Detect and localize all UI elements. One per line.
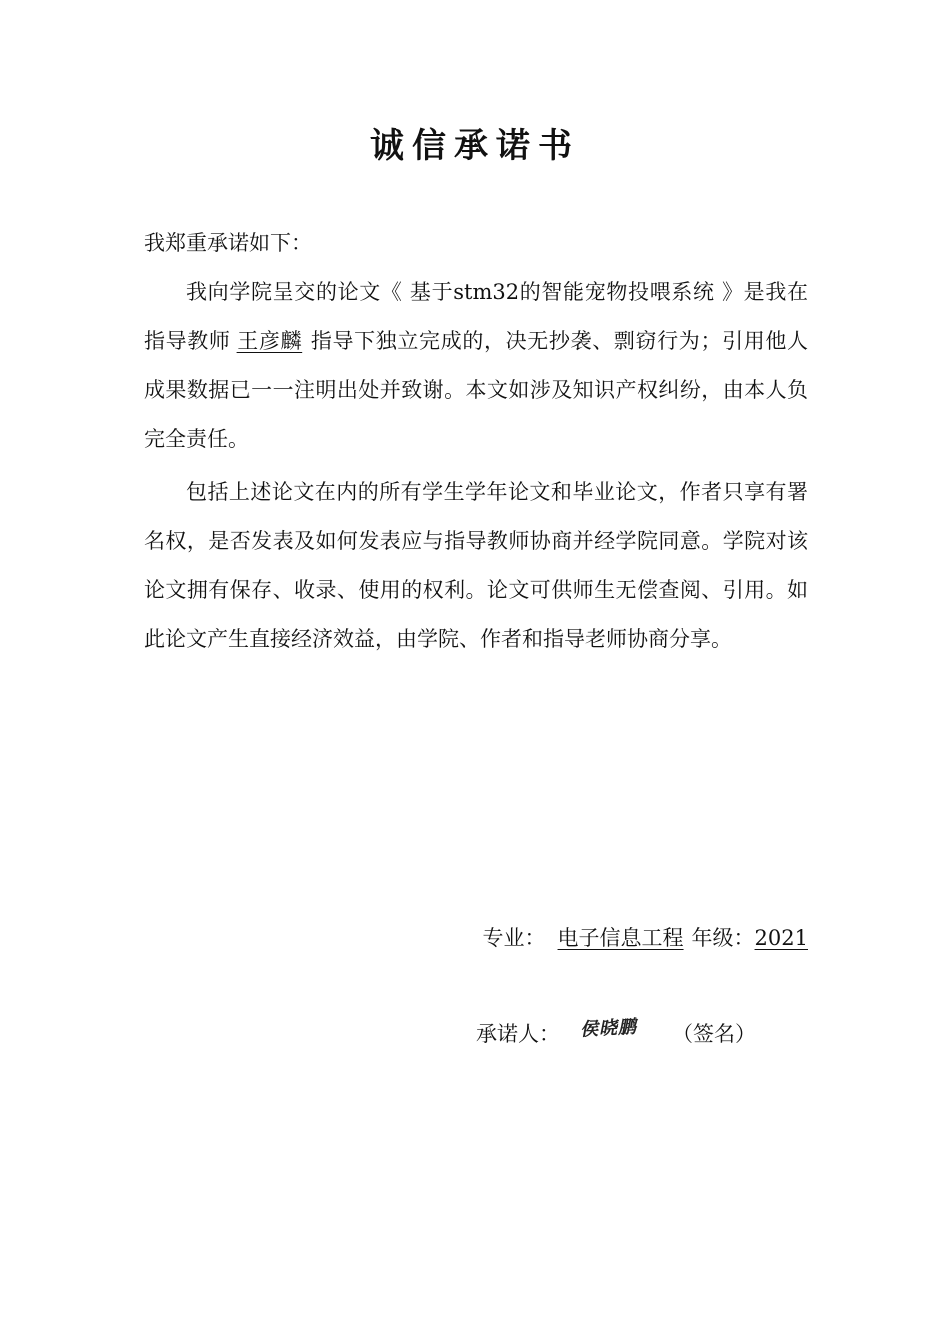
grade-label: 年级： [691,926,755,950]
para1-prefix: 我向学院呈交的论文《 [186,280,410,304]
signer-label: 承诺人： [476,1022,560,1046]
page-title: 诚信承诺书 [370,126,580,166]
pledge-paragraph-2-text: 包括上述论文在内的所有学生学年论文和毕业论文，作者只享有署名权，是否发表及如何发表应与指导教师协商并经学院同意。学院对该论文拥有保存、收录、使用的权利。论文可供师生无偿查阅、引用。如此论文产生直接经济效益，由学院、作者和指导老师协商分享。 [144,480,808,651]
major-label: 专业： [482,926,546,950]
para1-mid: 》是我在指导教师 [144,280,808,353]
major-value: 电子信息工程 [557,926,684,950]
advisor-name-field [231,329,311,353]
pledge-paragraph-1-text [144,268,808,464]
advisor-name: 王彦麟 [236,329,303,353]
opening-line: 我郑重承诺如下： [144,231,312,255]
thesis-title: 基于stm32的智能宠物投喂系统 [409,280,715,304]
handwritten-signature: 侯晓鹏 [579,1016,638,1041]
signature-note: （签名） [672,1022,756,1046]
pledge-paragraph-2 [144,468,808,664]
para1-suffix: 指导下独立完成的，决无抄袭、剽窃行为；引用他人成果数据已一一注明出处并致谢。本文如涉及知识产权纠纷，由本人负完全责任。 [144,329,809,451]
signature-line [476,1010,776,1059]
pledge-paragraph-1 [144,268,808,464]
grade-value: 2021 [754,926,808,950]
major-field [546,926,692,950]
major-grade-line [470,914,808,963]
